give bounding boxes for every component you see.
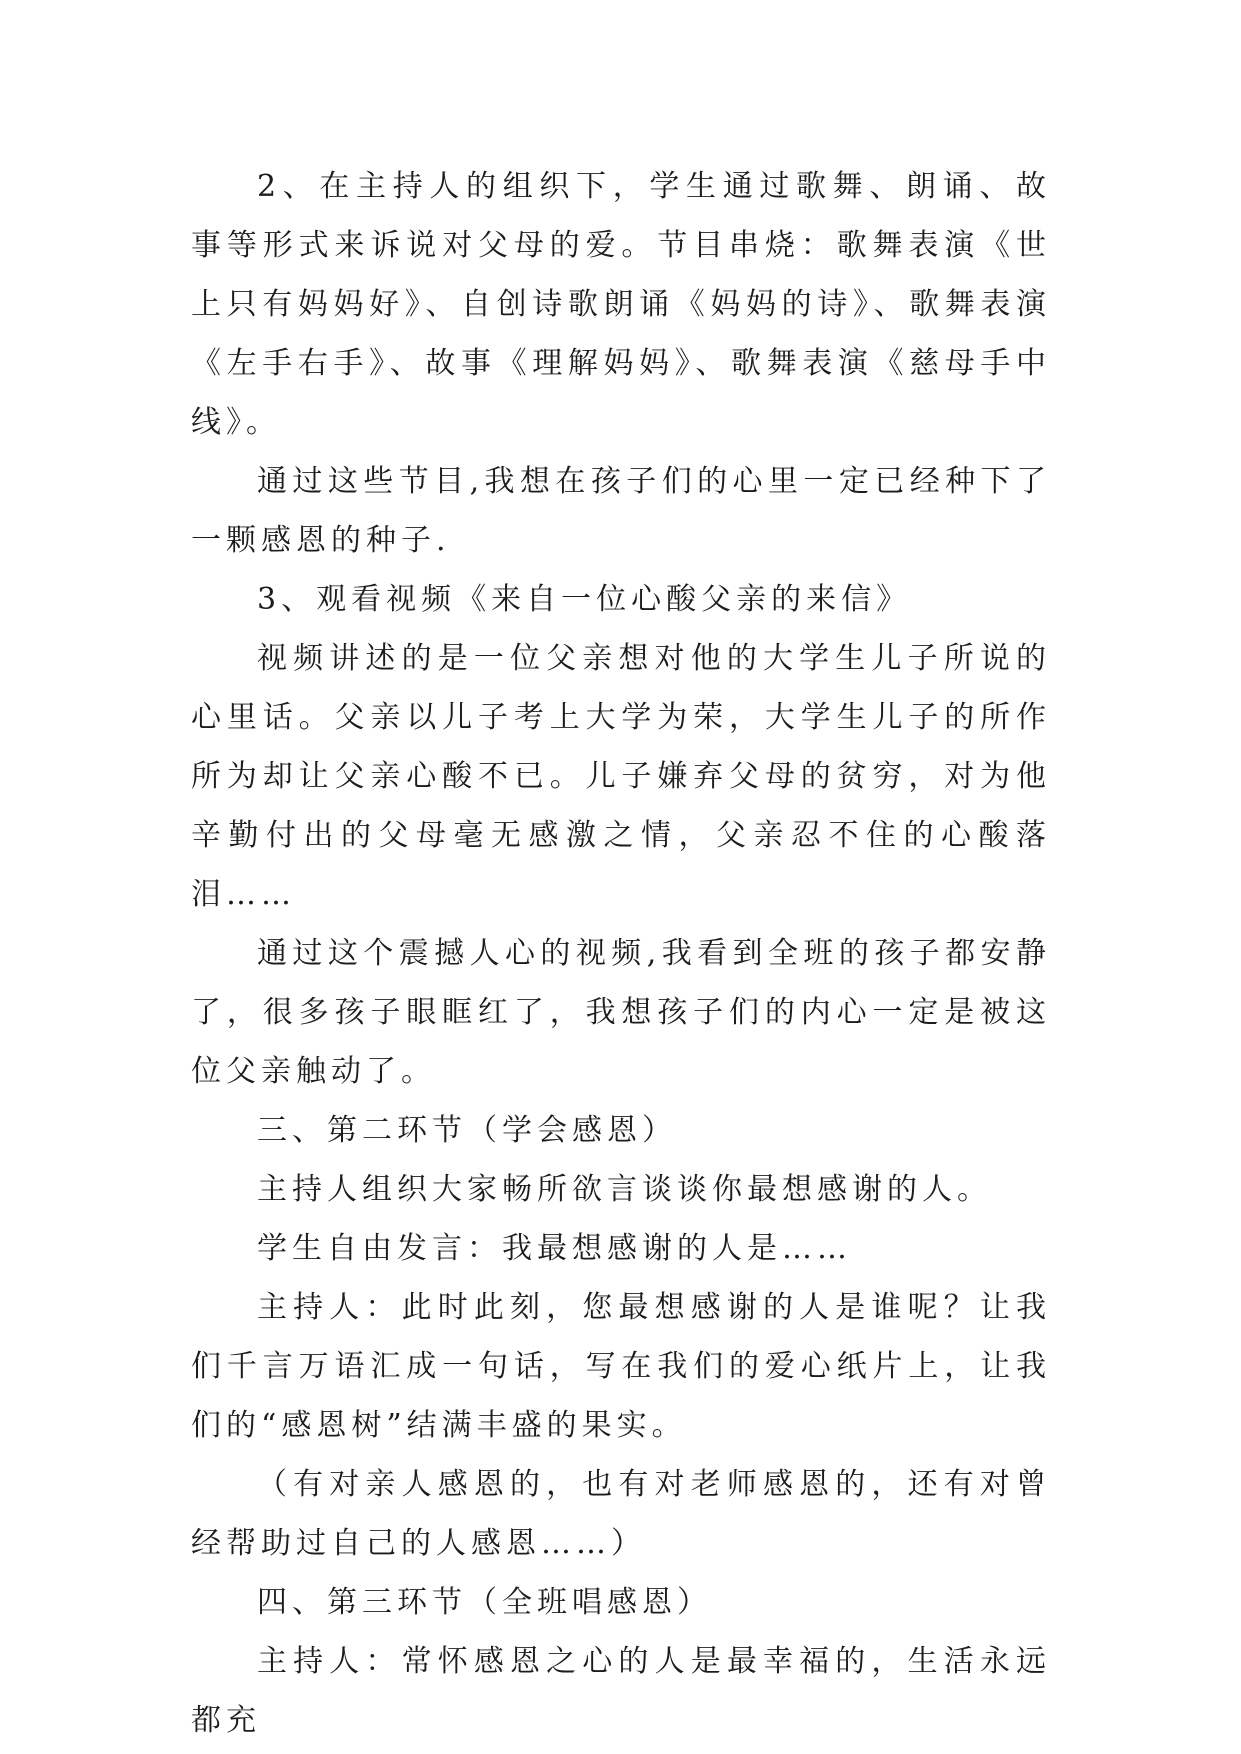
paragraph-watch-video: 3、观看视频《来自一位心酸父亲的来信》	[257, 582, 912, 617]
document-body	[191, 157, 1051, 1750]
paragraph-gratitude-examples: （有对亲人感恩的，也有对老师感恩的，还有对曾经帮助过自己的人感恩……）	[191, 1467, 1051, 1561]
paragraph-video-reaction: 通过这个震撼人心的视频,我看到全班的孩子都安静了，很多孩子眼眶红了，我想孩子们的内心一定是被这位父亲触动了。	[191, 936, 1051, 1089]
section-heading-learn-gratitude: 三、第二环节（学会感恩）	[257, 1113, 677, 1148]
paragraph-host-organizes: 主持人组织大家畅所欲言谈谈你最想感谢的人。	[257, 1172, 992, 1207]
section-heading-sing-gratitude: 四、第三环节（全班唱感恩）	[257, 1585, 712, 1620]
paragraph-host-closing: 主持人：常怀感恩之心的人是最幸福的，生活永远都充	[191, 1644, 1051, 1738]
paragraph-host-question: 主持人：此时此刻，您最想感谢的人是谁呢？让我们千言万语汇成一句话，写在我们的爱心纸片上，让我们的“感恩树”结满丰盛的果实。	[191, 1290, 1051, 1443]
paragraph-performances: 2、在主持人的组织下，学生通过歌舞、朗诵、故事等形式来诉说对父母的爱。节目串烧：歌舞表演《世上只有妈妈好》、自创诗歌朗诵《妈妈的诗》、歌舞表演《左手右手》、故事《理解妈妈》、歌舞表演《慈母手中线》。	[191, 169, 1051, 440]
paragraph-students-speak: 学生自由发言：我最想感谢的人是……	[257, 1231, 852, 1266]
paragraph-seed-of-gratitude: 通过这些节目,我想在孩子们的心里一定已经种下了一颗感恩的种子.	[191, 464, 1051, 558]
paragraph-video-description: 视频讲述的是一位父亲想对他的大学生儿子所说的心里话。父亲以儿子考上大学为荣，大学生儿子的所作所为却让父亲心酸不已。儿子嫌弃父母的贫穷，对为他辛勤付出的父母毫无感激之情，父亲忍不住的心酸落泪……	[191, 641, 1051, 912]
